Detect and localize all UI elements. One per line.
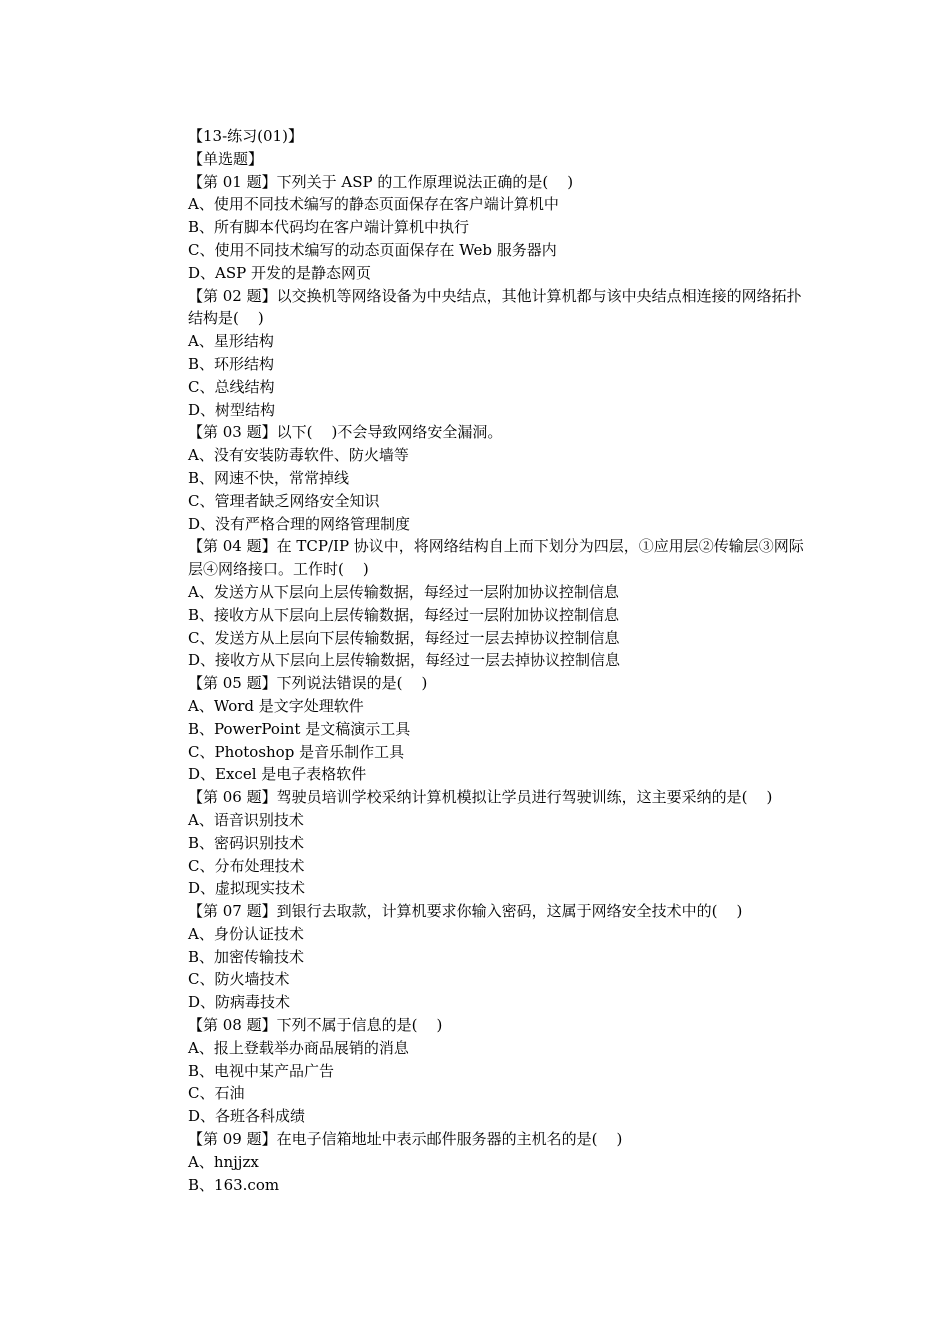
option-b: B、电视中某产品广告	[188, 1061, 335, 1080]
option-a: A、Word 是文字处理软件	[188, 696, 364, 715]
question-stem: 【第 05 题】下列说法错误的是( )	[188, 674, 428, 693]
question-02	[188, 285, 810, 422]
option-c: C、总线结构	[188, 377, 275, 396]
option-c: C、发送方从上层向下层传输数据，每经过一层去掉协议控制信息	[188, 628, 620, 647]
option-d: D、防病毒技术	[188, 993, 291, 1012]
question-stem: 【第 04 题】在 TCP/IP 协议中，将网络结构自上而下划分为四层，①应用层②传输层③网际层④网络接口。工作时( )	[188, 537, 804, 579]
option-a: A、星形结构	[188, 332, 274, 351]
question-09	[188, 1128, 810, 1196]
option-d: D、各班各科成绩	[188, 1107, 306, 1126]
question-06	[188, 786, 810, 900]
document-page	[188, 125, 810, 1196]
option-a: A、发送方从下层向上层传输数据，每经过一层附加协议控制信息	[188, 582, 619, 601]
option-d: D、没有严格合理的网络管理制度	[188, 514, 411, 533]
question-stem: 【第 06 题】驾驶员培训学校采纳计算机模拟让学员进行驾驶训练，这主要采纳的是( )	[188, 788, 773, 807]
question-stem: 【第 07 题】到银行去取款，计算机要求你输入密码，这属于网络安全技术中的( )	[188, 902, 743, 921]
question-01	[188, 171, 810, 285]
option-a: A、使用不同技术编写的静态页面保存在客户端计算机中	[188, 195, 559, 214]
option-a: A、语音识别技术	[188, 810, 304, 829]
option-b: B、接收方从下层向上层传输数据，每经过一层附加协议控制信息	[188, 605, 620, 624]
option-d: D、ASP 开发的是静态网页	[188, 263, 371, 282]
option-b: B、密码识别技术	[188, 833, 305, 852]
option-a: A、报上登载举办商品展销的消息	[188, 1038, 409, 1057]
question-stem: 【第 08 题】下列不属于信息的是( )	[188, 1016, 443, 1035]
option-c: C、防火墙技术	[188, 970, 290, 989]
option-b: B、PowerPoint 是文稿演示工具	[188, 719, 411, 738]
question-stem: 【第 02 题】以交换机等网络设备为中央结点，其他计算机都与该中央结点相连接的网络拓扑结构是( )	[188, 286, 802, 328]
option-b: B、网速不快，常常掉线	[188, 468, 350, 487]
option-d: D、Excel 是电子表格软件	[188, 765, 367, 784]
question-stem: 【第 09 题】在电子信箱地址中表示邮件服务器的主机名的是( )	[188, 1130, 623, 1149]
option-c: C、分布处理技术	[188, 856, 305, 875]
option-a: A、没有安装防毒软件、防火墙等	[188, 446, 409, 465]
option-c: C、使用不同技术编写的动态页面保存在 Web 服务器内	[188, 240, 557, 259]
option-d: D、树型结构	[188, 400, 276, 419]
option-a: A、身份认证技术	[188, 924, 304, 943]
option-b: B、环形结构	[188, 354, 275, 373]
option-b: B、163.com	[188, 1175, 280, 1194]
question-stem: 【第 03 题】以下( )不会导致网络安全漏洞。	[188, 423, 503, 442]
option-c: C、管理者缺乏网络安全知识	[188, 491, 380, 510]
question-stem: 【第 01 题】下列关于 ASP 的工作原理说法正确的是( )	[188, 172, 574, 191]
question-05	[188, 672, 810, 786]
option-c: C、Photoshop 是音乐制作工具	[188, 742, 405, 761]
option-b: B、所有脚本代码均在客户端计算机中执行	[188, 218, 470, 237]
question-03	[188, 421, 810, 535]
question-08	[188, 1014, 810, 1128]
document-title: 【13-练习(01)】	[188, 127, 303, 145]
option-d: D、虚拟现实技术	[188, 879, 306, 898]
section-heading: 【单选题】	[188, 149, 264, 168]
option-c: C、石油	[188, 1084, 245, 1103]
option-d: D、接收方从下层向上层传输数据，每经过一层去掉协议控制信息	[188, 651, 621, 670]
option-a: A、hnjjzx	[188, 1152, 259, 1171]
option-b: B、加密传输技术	[188, 947, 305, 966]
question-07	[188, 900, 810, 1014]
question-04	[188, 535, 810, 672]
